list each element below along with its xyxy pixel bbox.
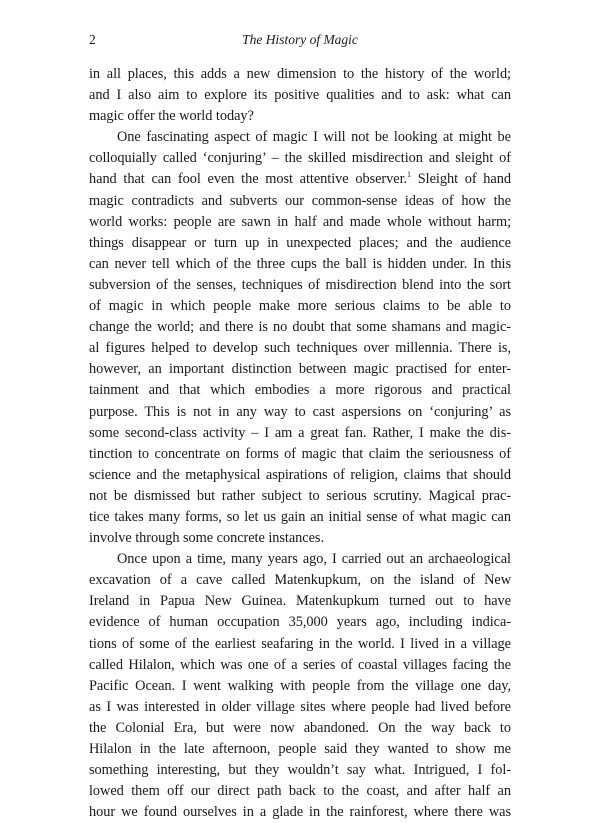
text-line: tice takes many forms, so let us gain an initial sense of what magic can [89,508,511,525]
book-page [89,28,511,823]
text-line: Hilalon in the late afternoon, people said they wanted to show me [89,741,511,757]
text-line: tainment and that which embodies a more rigorous and practical [89,382,511,399]
running-head [89,28,511,52]
text-line-with-footnote [89,169,511,190]
text-line: can never tell which of the three cups the ball is hidden under. In this [89,255,511,272]
text-line: not be dismissed but rather subject to serious scrutiny. Magical prac- [89,487,511,504]
text-line: colloquially called ‘conjuring’ – the skilled misdirection and sleight of [89,150,511,167]
text-line: however, an important distinction between magic practised for enter- [89,361,511,378]
text-line: involve through some concrete instances. [89,530,325,547]
text-line: Pacific Ocean. I went walking with people from the village one day, [89,677,511,694]
text-line: as I was interested in older village sites where people had lived before [89,698,511,715]
text-fragment: Sleight of hand [411,171,511,188]
text-line: science and the metaphysical aspirations of religion, claims that should [89,466,511,483]
text-line: tinction to concentrate on forms of magic that claim the seriousness of [89,445,511,462]
text-line: in all places, this adds a new dimension to the history of the world; [89,66,511,82]
text-line: purpose. This is not in any way to cast aspersions on ‘conjuring’ as [89,403,511,420]
text-line: and I also aim to explore its positive qualities and to ask: what can [89,87,511,104]
paragraph-2 [89,127,511,549]
text-line: something interesting, but they wouldn’t say what. Intrigued, I fol- [89,762,511,779]
text-line: evidence of human occupation 35,000 years ago, including indica- [89,614,511,631]
text-line: of magic in which people make more serious claims to be able to [89,298,511,315]
text-line: magic offer the world today? [89,108,254,125]
text-line: subversion of the senses, techniques of misdirection blend into the sort [89,276,511,293]
text-line: world works: people are sawn in half and made whole without harm; [89,213,511,230]
text-line: hour we found ourselves in a glade in the rainforest, where there was [89,804,511,821]
text-line: called Hilalon, which was one of a series of coastal villages facing the [89,656,511,673]
text-line: magic contradicts and subverts our common-sense ideas of how the [89,192,511,209]
text-line: tions of some of the earliest seafaring in the world. I lived in a village [89,635,511,652]
paragraph-3 [89,549,511,823]
text-fragment: hand that can fool even the most attentive observer. [89,171,408,188]
text-line: lowed them off our direct path back to the coast, and after half an [89,783,511,800]
text-line: things disappear or turn up in unexpected places; and the audience [89,234,511,251]
paragraph-1 [89,64,511,127]
book-title: The History of Magic [242,32,358,47]
text-line: excavation of a cave called Matenkupkum, on the island of New [89,572,511,589]
text-line: change the world; and there is no doubt that some shamans and magic- [89,319,511,336]
text-line: Once upon a time, many years ago, I carried out an archaeological [117,551,511,568]
text-line: One fascinating aspect of magic I will not be looking at might be [117,129,511,146]
text-line: Ireland in Papua New Guinea. Matenkupkum turned out to have [89,593,511,610]
text-line: some second-class activity – I am a great fan. Rather, I make the dis- [89,424,511,441]
page-number: 2 [89,32,96,47]
text-line: the Colonial Era, but were now abandoned. On the way back to [89,719,511,736]
footnote-marker[interactable]: 1 [407,170,411,180]
body-text [89,64,511,823]
text-line: al figures helped to develop such techniques over millennia. There is, [89,340,511,357]
